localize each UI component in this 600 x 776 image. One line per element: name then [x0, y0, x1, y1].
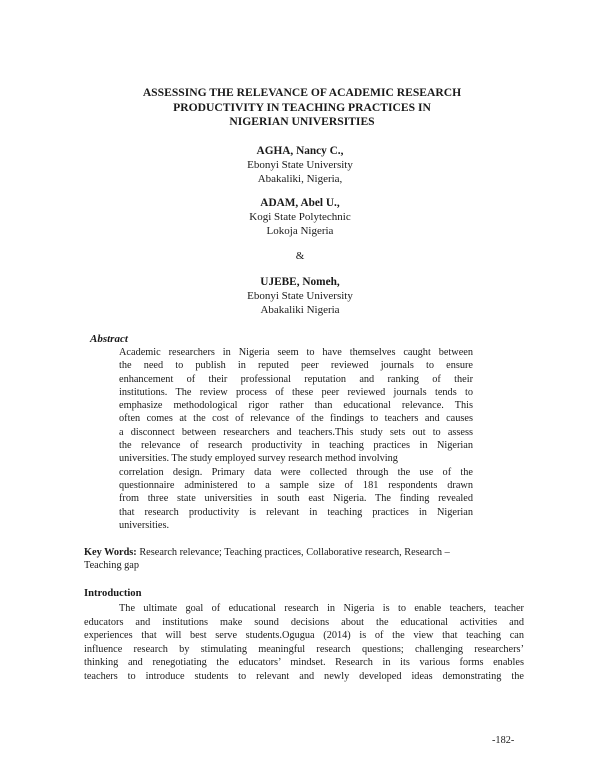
abstract-line: Academic researchers in Nigeria seem to have themselves caught between — [119, 347, 473, 358]
author-block-1 — [150, 144, 450, 187]
author-affiliation: Kogi State Polytechnic — [249, 211, 351, 224]
abstract-line: correlation design. Primary data were collected through the use of the — [119, 466, 473, 478]
author-name: UJEBE, Nomeh, — [260, 276, 340, 288]
abstract-line: the need to publish in reputed peer reviewed journals to ensure — [119, 360, 473, 372]
abstract-line: emphasize methodological rigor rather than educational relevance. This — [119, 400, 473, 412]
author-separator: & — [295, 250, 305, 262]
introduction-line: influence research by stimulating meaningful research questions; challenging researchers’ — [84, 643, 524, 655]
author-location: Abakaliki Nigeria — [260, 304, 340, 317]
page-number: -182- — [492, 735, 515, 746]
keywords-text: Research relevance; Teaching practices, Collaborative research, Research – — [139, 547, 450, 558]
introduction-line: educators and institutions make sound decisions about the educational activities and — [84, 616, 524, 628]
abstract-line: questionnaire administered to a sample size of 181 respondents drawn — [119, 479, 473, 491]
introduction-line: thinking and renegotiating the educators’ mindset. Research in its various forms enables — [84, 657, 524, 668]
author-name: ADAM, Abel U., — [260, 197, 340, 209]
abstract-line: universities. The study employed survey research method involving — [119, 453, 398, 465]
introduction-line: teachers to introduce students to relevant and newly developed ideas demonstrating the — [84, 670, 524, 682]
paper-title — [100, 86, 504, 130]
keywords-line — [84, 546, 524, 559]
introduction-line: experiences that will best serve students.Ogugua (2014) is of the view that teaching can — [84, 630, 524, 641]
introduction-line: The ultimate goal of educational research in Nigeria is to enable teachers, teacher — [119, 603, 524, 614]
keywords-line: Teaching gap — [84, 560, 140, 572]
author-affiliation: Ebonyi State University — [247, 290, 353, 303]
keywords — [84, 546, 524, 573]
abstract-line: often comes at the cost of relevance of the findings to teachers and causes — [119, 413, 473, 425]
author-name: AGHA, Nancy C., — [256, 145, 344, 157]
author-block-2 — [150, 196, 450, 239]
author-location: Abakaliki, Nigeria, — [257, 173, 343, 186]
abstract-line: universities. — [119, 519, 170, 531]
abstract-line: enhancement of their professional reputation and ranking of their — [119, 373, 473, 385]
abstract-line: a disconnect between researchers and teachers.This study sets out to assess — [119, 426, 473, 438]
title-line: ASSESSING THE RELEVANCE OF ACADEMIC RESEARCH — [142, 86, 462, 99]
abstract-line: the relevance of research productivity in teaching practices in Nigerian — [119, 440, 473, 452]
title-line: PRODUCTIVITY IN TEACHING PRACTICES IN — [173, 100, 431, 114]
abstract-body — [119, 346, 473, 532]
keywords-label: Key Words: — [84, 547, 137, 558]
abstract-line: from three state universities in south east Nigeria. The finding revealed — [119, 493, 473, 505]
abstract-heading: Abstract — [90, 333, 128, 345]
abstract-line: that research productivity is relevant in teaching practices in Nigerian — [119, 506, 473, 518]
title-line: NIGERIAN UNIVERSITIES — [229, 115, 375, 128]
author-location: Lokoja Nigeria — [266, 225, 334, 238]
author-block-3 — [150, 275, 450, 318]
author-affiliation: Ebonyi State University — [247, 159, 353, 172]
introduction-heading: Introduction — [84, 588, 142, 599]
abstract-line: institutions. The review process of these peer reviewed journals tends to — [119, 386, 473, 398]
introduction-body — [84, 602, 524, 683]
